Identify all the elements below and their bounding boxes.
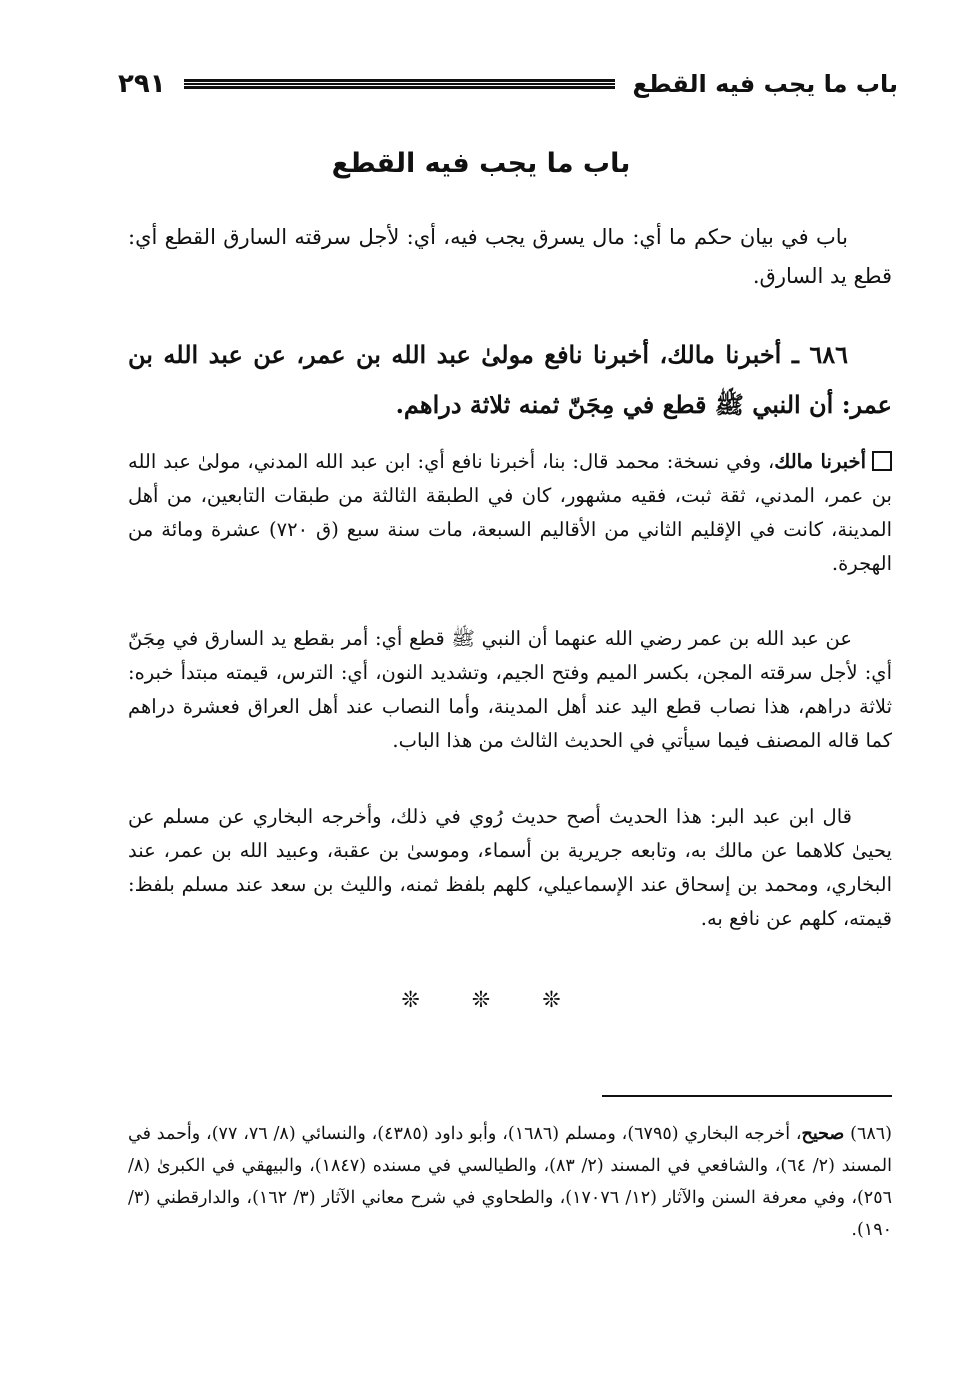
footnote-number: (٦٨٦) [850,1124,892,1144]
commentary-box-icon [872,451,892,471]
page-number: ٢٩١ [118,69,166,99]
asterism-icon: ❊ [542,988,561,1013]
section-separator [0,988,962,1013]
footnote-rule [602,1095,892,1097]
running-title: باب ما يجب فيه القطع [632,70,898,98]
hadith-lead: أخبرنا مالك [667,340,782,369]
header-rule [184,79,615,89]
hadith-paragraph [128,330,892,430]
footnote-text: ، أخرجه البخاري (٦٧٩٥)، ومسلم (١٦٨٦)، وأبو داود (٤٣٨٥)، والنسائي (٨/ ٧٦، ٧٧)، وأحمد في المسند (٢/ ٦٤)، والشافعي في المسند (٢/ ٨٣)، والطيالسي في مسنده (١٨٤٧)، والبيهقي في الكبرىٰ (٨/ ٢٥٦)، وفي معرفة السنن والآثار (١٢/ ١٧٠٧٦)، والطحاوي في شرح معاني الآثار (٣/ ١٦٢)، والدارقطني (٣/ ١٩٠). [128,1124,892,1240]
commentary-text-1: ، وفي نسخة: محمد قال: بنا، أخبرنا نافع أي: ابن عبد الله المدني، مولىٰ عبد الله بن عمر، المدني، ثقة ثبت، فقيه مشهور، كان في الطبقة الثالثة من طبقات التابعين، من أهل المدينة، كانت في الإقليم الثاني من الأقاليم السبعة، مات سنة سبع (ق ٧٢٠) عشرة ومائة من الهجرة. [128,450,892,575]
hadith-number: ٦٨٦ ـ [791,340,848,369]
commentary-paragraph-2: عن عبد الله بن عمر رضي الله عنهما أن النبي ﷺ قطع أي: أمر بقطع يد السارق في مِجَنّ أي: لأجل سرقته المجن، بكسر الميم وفتح الجيم، وتشديد النون، أي: الترس، قيمته مبتدأ خبره: ثلاثة دراهم، هذا نصاب قطع اليد عند أهل المدينة، وأما النصاب عند أهل العراق فعشرة دراهم كما قاله المصنف فيما سيأتي في الحديث الثالث من هذا الباب. [128,627,892,752]
commentary-lead: أخبرنا مالك [774,450,866,473]
chapter-title: باب ما يجب فيه القطع [331,148,631,179]
commentary-paragraph-1 [128,445,892,581]
footnote-grade: صحيح [801,1124,845,1144]
footnote [128,1118,892,1246]
asterism-icon: ❊ [401,988,420,1013]
running-header [118,64,898,104]
intro-paragraph: باب في بيان حكم ما أي: مال يسرق يجب فيه، أي: لأجل سرقته السارق القطع أي: قطع يد السارق. [128,225,892,288]
commentary-paragraph-3: قال ابن عبد البر: هذا الحديث أصح حديث رُوي في ذلك، وأخرجه البخاري عن مسلم عن يحيىٰ كلاهما عن مالك به، وتابعه جريرية بن أسماء، وموسىٰ بن عقبة، وعبيد الله بن عمر، عند البخاري، ومحمد بن إسحاق عند الإسماعيلي، كلهم بلفظ ثمنه، والليث بن سعد عند مسلم بلفظ: قيمته، كلهم عن نافع به. [128,805,892,930]
asterism-icon: ❊ [471,988,491,1013]
hadith-text: ، أخبرنا نافع مولىٰ عبد الله بن عمر، عن عبد الله بن عمر: أن النبي ﷺ قطع في مِجَنّ ثمنه ثلاثة دراهم. [128,340,892,419]
